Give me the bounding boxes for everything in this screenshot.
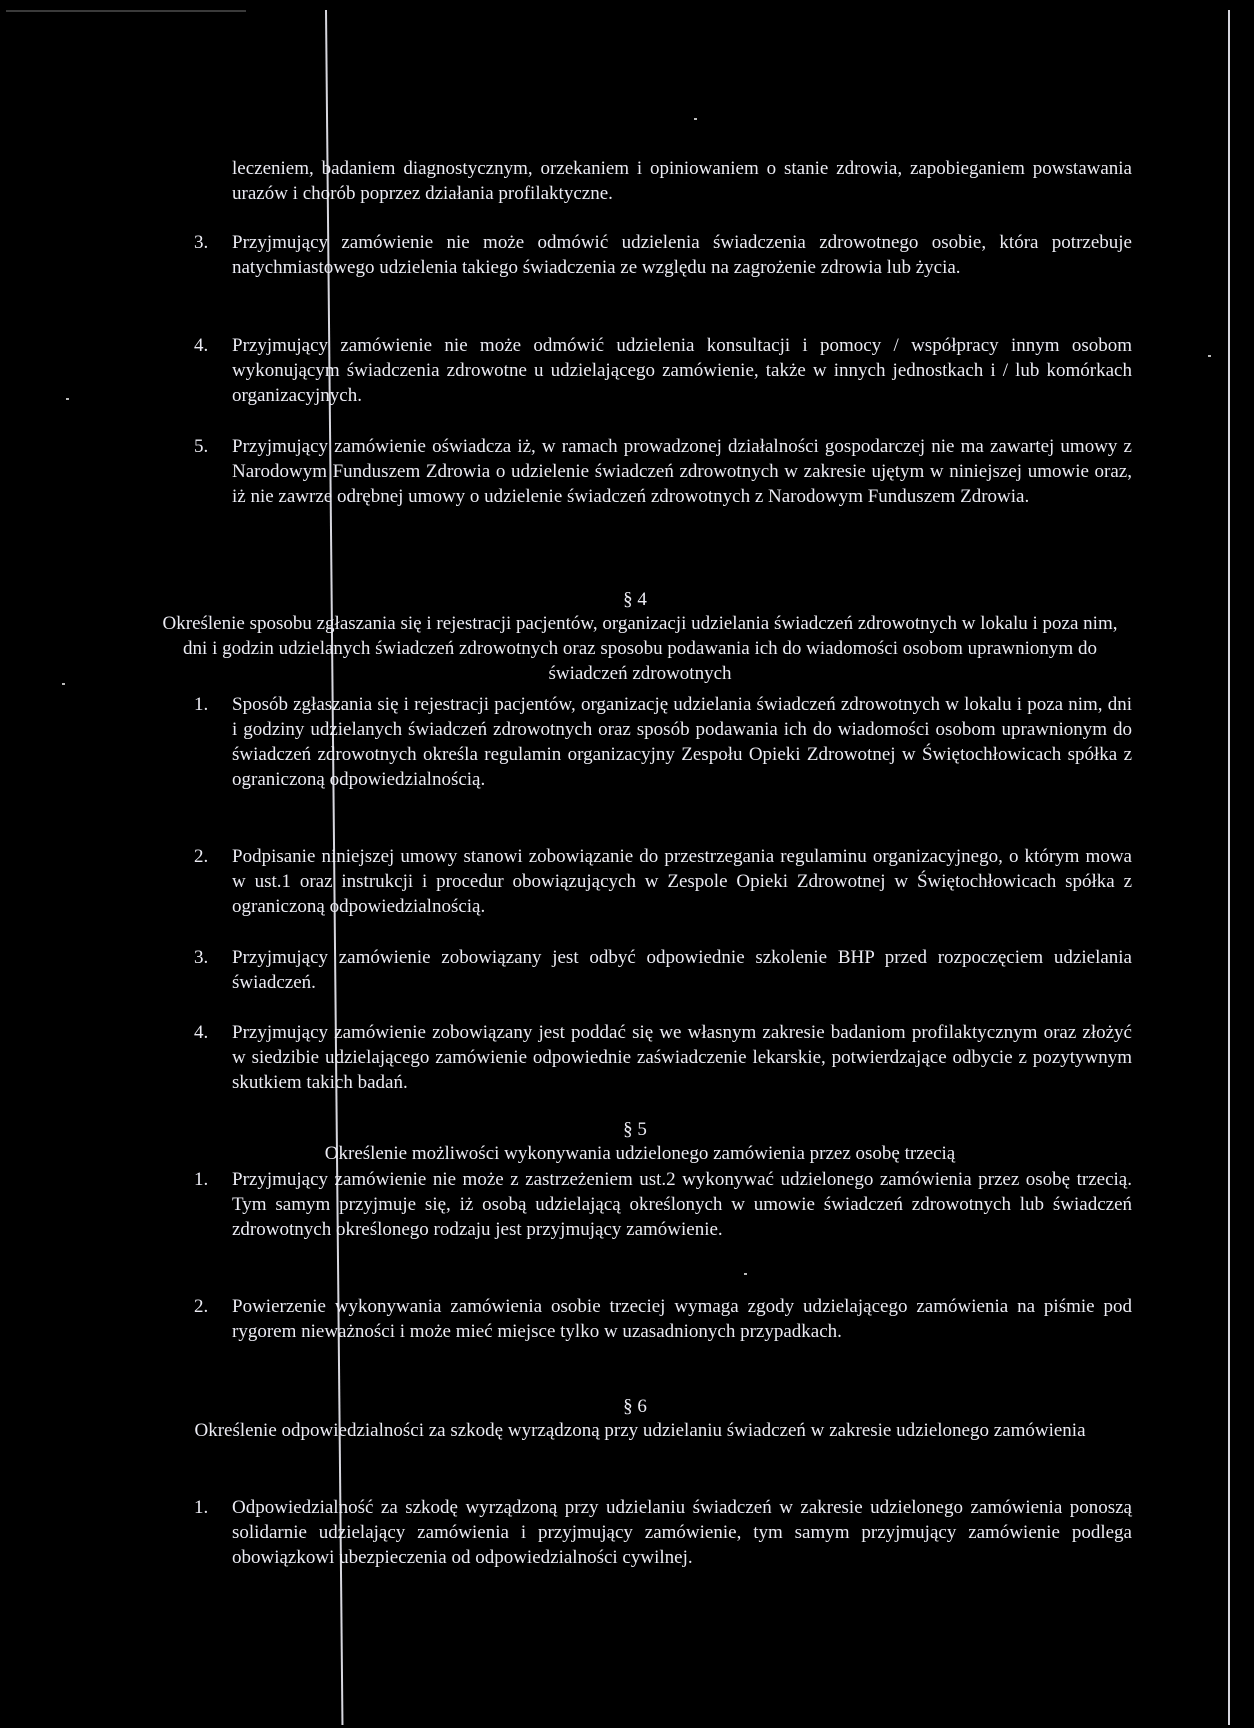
section-5-sign: § 5 [623,1119,647,1140]
item-number: 4. [194,1022,209,1043]
section-4-sign: § 4 [623,589,647,610]
item-number: 1. [194,694,209,715]
list-item-text: Sposób zgłaszania się i rejestracji pacjentów, organizację udzielania świadczeń zdrowotnych w lokalu i poza nim, dni i godziny udzielanych świadczeń zdrowotnych oraz sposób podawania ich do wiadomości osobom uprawnionym do świadczeń zdrowotnych określa regulamin organizacyjny Zespołu Opieki Zdrowotnej w Świętochłowicach spółka z ograniczoną odpowiedzialnością. [232,694,1132,790]
item-number: 3. [194,232,209,253]
list-item-text: Przyjmujący zamówienie nie może odmówić udzielenia świadczenia zdrowotnego osobie, która potrzebuje natychmiastowego udzielenia takiego świadczenia ze względu na zagrożenie zdrowia lub życia. [232,232,1132,278]
list-item-text: Odpowiedzialność za szkodę wyrządzoną przy udzielaniu świadczeń w zakresie udzielonego zamówienia ponoszą solidarnie udzielający zamówienia i przyjmujący zamówienie, tym samym przyjmujący zamówienie podlega obowiązkowi ubezpieczenia od odpowiedzialności cywilnej. [232,1497,1132,1568]
list-item-text: Przyjmujący zamówienie zobowiązany jest odbyć odpowiednie szkolenie BHP przed rozpoczęciem udzielania świadczeń. [232,947,1132,993]
section-6-sign: § 6 [623,1396,647,1417]
item-number: 2. [194,1296,209,1317]
list-item-text: Powierzenie wykonywania zamówienia osobie trzeciej wymaga zgody udzielającego zamówienia na piśmie pod rygorem nieważności i może mieć miejsce tylko w uzasadnionych przypadkach. [232,1296,1132,1342]
item-number: 5. [194,436,209,457]
item-number: 4. [194,335,209,356]
item-number: 1. [194,1497,209,1518]
list-item-text: Przyjmujący zamówienie zobowiązany jest poddać się we własnym zakresie badaniom profilaktycznym oraz złożyć w siedzibie udzielającego zamówienie odpowiednie zaświadczenie lekarskie, potwierdzające odbycie z pozytywnym skutkiem takich badań. [232,1022,1132,1093]
intro-paragraph: leczeniem, badaniem diagnostycznym, orzekaniem i opiniowaniem o stanie zdrowia, zapobieganiem powstawania urazów i chorób poprzez działania profilaktyczne. [232,158,1132,204]
item-number: 3. [194,947,209,968]
list-item-text: Przyjmujący zamówienie nie może odmówić udzielenia konsultacji i pomocy / współpracy innym osobom wykonującym świadczenia zdrowotne u udzielającego zamówienie, także w innych jednostkach i / lub komórkach organizacyjnych. [232,335,1132,406]
list-item-text: Przyjmujący zamówienie nie może z zastrzeżeniem ust.2 wykonywać udzielonego zamówienia przez osobę trzecią. Tym samym przyjmuje się, iż osobą udzielającą określonych w umowie świadczeń zdrowotnych lub świadczeń zdrowotnych określonego rodzaju jest przyjmujący zamówienie. [232,1169,1132,1240]
list-item-text: Przyjmujący zamówienie oświadcza iż, w ramach prowadzonej działalności gospodarczej nie ma zawartej umowy z Narodowym Funduszem Zdrowia o udzielenie świadczeń zdrowotnych w zakresie ujętym w niniejszej umowie oraz, iż nie zawrze odrębnej umowy o udzielenie świadczeń zdrowotnych z Narodowym Funduszem Zdrowia. [232,436,1132,507]
item-number: 1. [194,1169,209,1190]
section-5-heading: Określenie możliwości wykonywania udzielonego zamówienia przez osobę trzecią [324,1143,956,1164]
item-number: 2. [194,846,209,867]
list-item-text: Podpisanie niniejszej umowy stanowi zobowiązanie do przestrzegania regulaminu organizacyjnego, o którym mowa w ust.1 oraz instrukcji i procedur obowiązujących w Zespole Opieki Zdrowotnej w Świętochłowicach spółka z ograniczoną odpowiedzialnością. [232,846,1132,917]
section-4-heading: Określenie sposobu zgłaszania się i rejestracji pacjentów, organizacji udzielania świadczeń zdrowotnych w lokalu i poza nim, dni i godzin udzielanych świadczeń zdrowotnych oraz sposobu podawania ich do wiadomości osobom uprawnionym do świadczeń zdrowotnych [162,613,1118,684]
section-6-heading: Określenie odpowiedzialności za szkodę wyrządzoną przy udzielaniu świadczeń w zakresie udzielonego zamówienia [194,1420,1086,1441]
